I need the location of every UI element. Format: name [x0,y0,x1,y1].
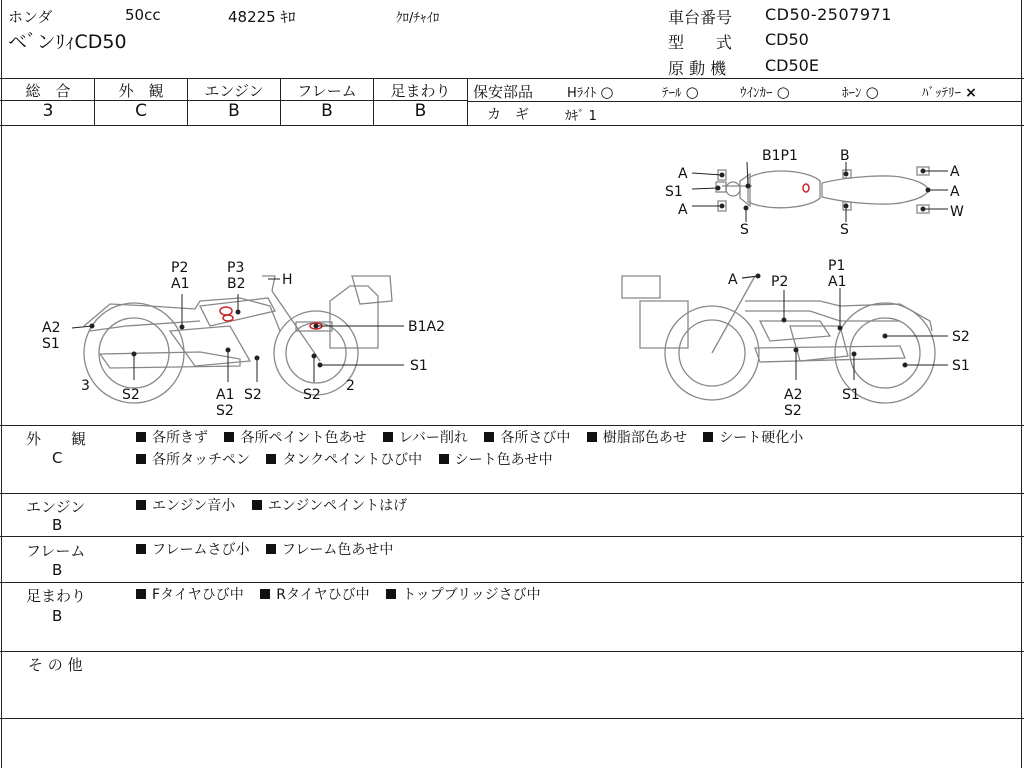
diagram-label: P2 [171,260,189,276]
note-grade-suspension: B [52,607,63,625]
diagram-label: S2 [784,403,802,419]
diagram-label: S [740,222,749,238]
grade-exterior: C [135,101,147,121]
top-view-labels [665,148,964,238]
grade-header-overall: 総 合 [25,82,71,100]
note-label-suspension: 足まわり [26,587,87,605]
type-label: 型 式 [668,33,733,52]
notes-divider [0,651,1024,652]
frame-no-label: 車台番号 [668,8,733,27]
diagram-label: S2 [216,403,234,419]
grade-header-suspension: 足まわり [390,82,451,100]
diagram-label: B1A2 [408,319,445,335]
diagram-label: B1P1 [762,148,798,164]
note-label-other: そ の 他 [28,656,83,674]
notes-divider [0,718,1024,719]
key-value: ｶｷﾞ 1 [565,109,597,124]
diagram-label: A [678,202,688,218]
diagram-label: P1 [828,258,846,274]
note-lines-suspension [136,584,553,606]
color: ｸﾛ/ﾁｬｲﾛ [396,11,440,26]
note-line [136,449,815,471]
key-label: カ ギ [487,107,529,123]
safety-item-headlight: Hﾗｲﾄ ○ [567,83,614,101]
safety-item-battery: ﾊﾞｯﾃﾘｰ × [922,85,977,101]
grade-table-top [0,78,1024,79]
note-item: シート色あせ中 [439,452,559,468]
bike-diagram [0,126,1024,426]
diagram-label: A [678,166,688,182]
diagram-label: B [840,148,850,164]
diagram-label: H [282,272,293,288]
safety-label: 保安部品 [473,83,534,101]
grade-engine: B [228,101,240,121]
note-item: 樹脂部色あせ [587,430,693,446]
left-view-labels [42,260,445,419]
diagram-label: S1 [665,184,683,200]
diagram-label: 2 [346,378,355,394]
diagram-label: S1 [842,387,860,403]
grade-frame: B [321,101,333,121]
note-item: レバー削れ [383,430,474,446]
note-item: 各所タッチペン [136,452,256,468]
diagram-label: A [728,272,738,288]
note-lines-frame [136,539,405,561]
grade-header-frame: フレーム [297,82,357,100]
grade-suspension: B [414,101,427,121]
note-line [136,495,419,517]
diagram-label: S2 [122,387,140,403]
note-item: 各所ペイント色あせ [224,430,372,446]
diagram-label: P3 [227,260,245,276]
note-label-engine: エンジン [26,498,86,516]
diagram-label: S1 [410,358,428,374]
note-item: シート硬化小 [703,430,809,446]
note-line [136,584,553,606]
diagram-label: S2 [952,329,970,345]
diagram-label: A1 [171,276,190,292]
type-value: CD50 [765,30,809,49]
note-grade-engine: B [52,516,63,534]
note-item: Fタイヤひび中 [136,587,250,603]
diagram-label: B2 [227,276,246,292]
safety-mid [468,101,1022,102]
note-lines-exterior [136,427,815,471]
note-label-frame: フレーム [26,542,86,560]
note-item: フレームさび小 [136,542,255,558]
note-item: タンクペイントひび中 [266,452,428,468]
note-item: Rタイヤひび中 [260,587,375,603]
grade-overall: 3 [42,101,54,121]
diagram-label: 3 [81,378,90,394]
notes-divider [0,493,1024,494]
grade-header-exterior: 外 観 [118,82,164,100]
mileage: 48225 ｷﾛ [228,8,296,26]
diagram-label: A1 [216,387,235,403]
safety-item-tail: ﾃｰﾙ ○ [662,83,699,101]
note-line [136,427,815,449]
diagram-label: P2 [771,274,789,290]
diagram-label: A2 [784,387,803,403]
diagram-label: S1 [952,358,970,374]
diagram-label: A [950,184,960,200]
diagram-label: A [950,164,960,180]
bike-right-view [622,276,935,403]
frame-no: CD50-2507971 [765,5,892,24]
note-grade-exterior: C [52,449,63,467]
diagram-label: W [950,204,964,220]
diagram-label: A1 [828,274,847,290]
note-item: エンジンペイントはげ [252,498,413,514]
safety-item-horn: ﾎｰﾝ ○ [842,83,879,101]
note-item: 各所きず [136,430,214,446]
note-item: エンジン音小 [136,498,241,514]
diagram-label: A2 [42,320,61,336]
maker: ホンダ [8,8,53,26]
notes-divider [0,536,1024,537]
model-name: ベﾞンﾘｨCD50 [8,31,127,53]
notes-divider [0,582,1024,583]
note-item: トップブリッジさび中 [386,587,546,603]
engine-label: 原 動 機 [668,59,727,78]
grade-header-engine: エンジン [204,82,264,100]
grade-col-divider [467,78,468,125]
diagram-label: S2 [303,387,321,403]
note-label-exterior: 外 観 [26,430,87,448]
note-item: フレーム色あせ中 [266,542,399,558]
note-grade-frame: B [52,561,63,579]
note-lines-engine [136,495,419,517]
safety-item-winker: ｳｲﾝｶｰ ○ [740,83,790,101]
diagram-label: S1 [42,336,60,352]
displacement: 50cc [125,6,161,24]
note-item: 各所さび中 [484,430,576,446]
diagram-label: S2 [244,387,262,403]
diagram-label: S [840,222,849,238]
note-line [136,539,405,561]
engine-value: CD50E [765,56,819,75]
